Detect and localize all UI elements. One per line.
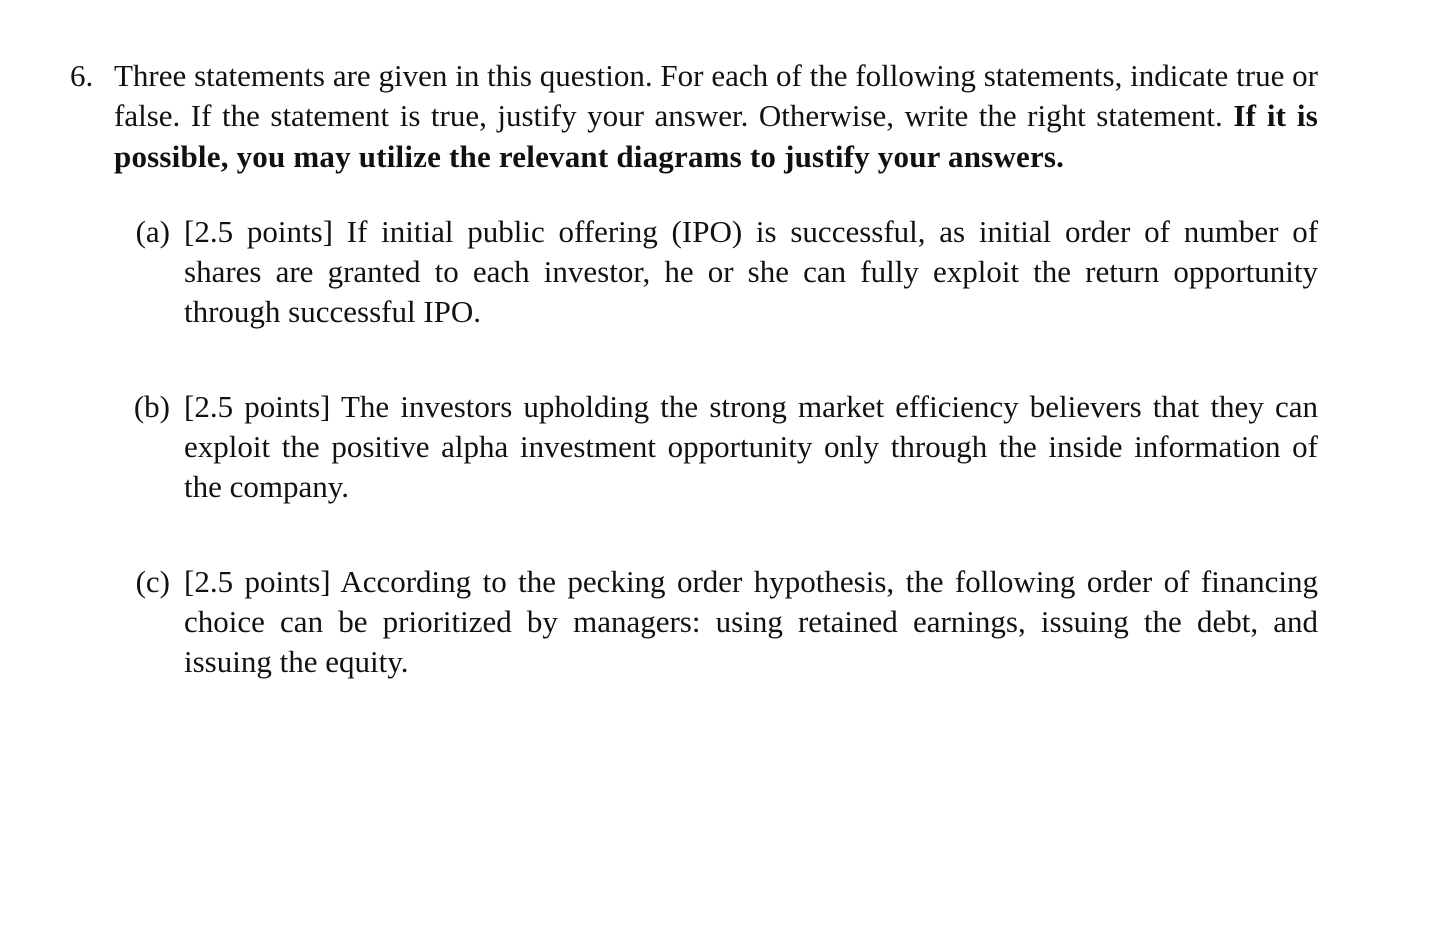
part-body	[184, 212, 1318, 333]
part-text: The investors upholding the strong market efficiency believers that they can exploit the positive alpha investment opportunity only through the inside information of the company.	[184, 388, 1318, 505]
part-points: [2.5 points]	[184, 563, 331, 599]
question-intro: Three statements are given in this question. For each of the following statements, indicate true or false. If the statement is true, justify your answer. Otherwise, write the right statement.	[114, 58, 1318, 134]
question-parts	[126, 212, 1318, 683]
part-body	[184, 562, 1318, 683]
part-text: If initial public offering (IPO) is successful, as initial order of number of shares are granted to each investor, he or she can fully exploit the return opportunity through successful IPO.	[184, 213, 1319, 330]
part-label: (c)	[135, 563, 170, 599]
question-number: 6.	[70, 58, 94, 93]
question-bold-note: If it is possible, you may utilize the relevant diagrams to justify your answers.	[114, 98, 1318, 174]
part-a	[126, 212, 1318, 333]
part-b	[126, 387, 1318, 508]
question-header	[70, 56, 1318, 177]
part-label: (a)	[135, 213, 170, 249]
part-label: (b)	[133, 388, 170, 424]
part-body	[184, 387, 1318, 508]
question-text	[114, 56, 1318, 177]
part-text: According to the pecking order hypothesis, the following order of financing choice can be prioritized by managers: using retained earnings, issuing the debt, and issuing the equity.	[184, 563, 1318, 680]
part-c	[126, 562, 1318, 683]
part-points: [2.5 points]	[184, 388, 331, 424]
part-points: [2.5 points]	[184, 213, 333, 249]
question-6	[70, 56, 1318, 737]
